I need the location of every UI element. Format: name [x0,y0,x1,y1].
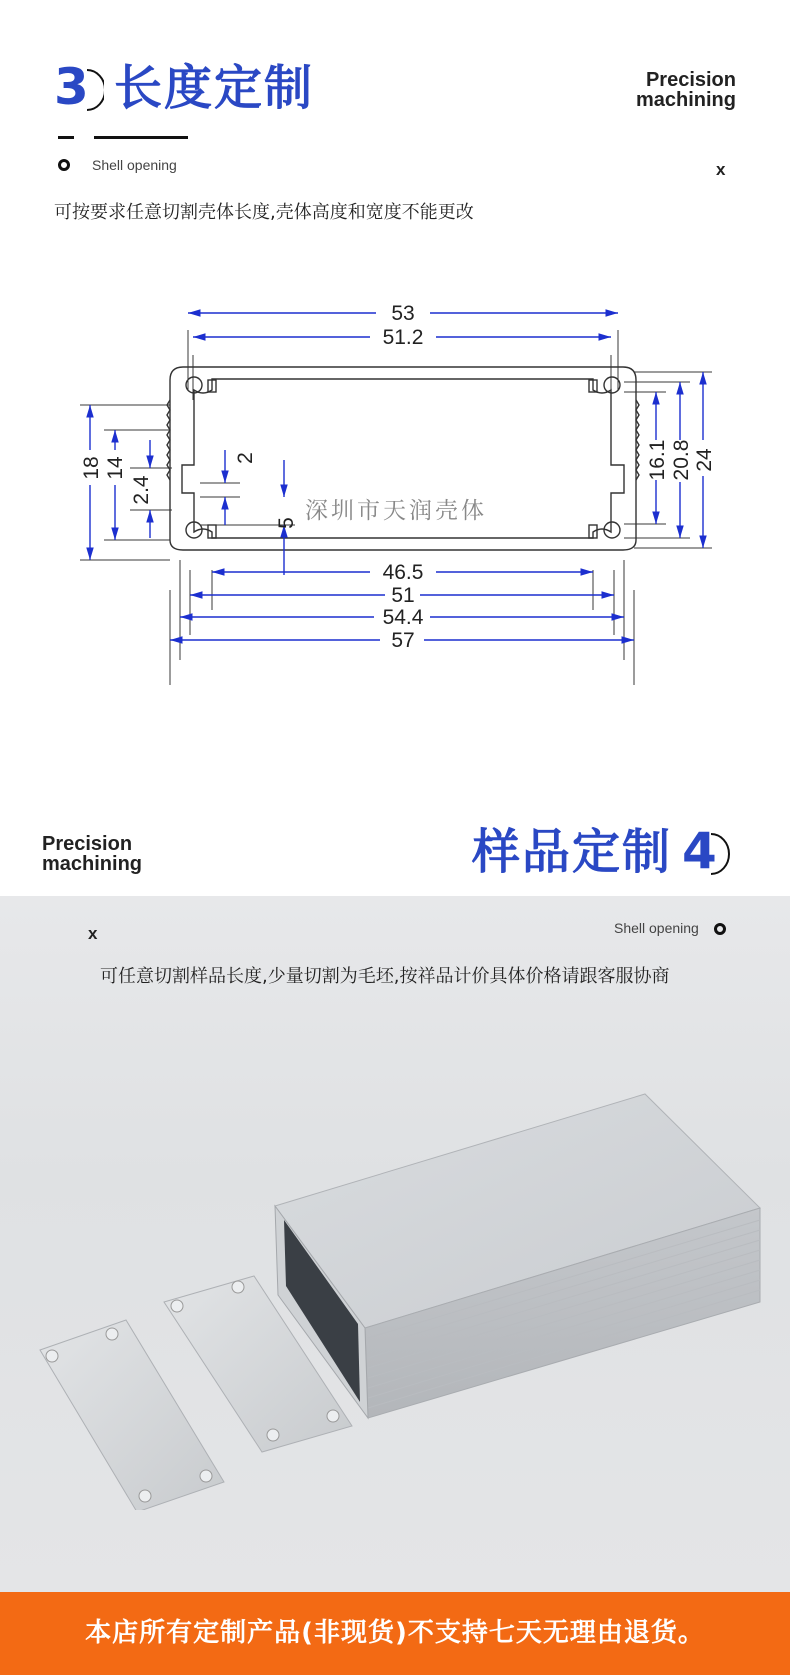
dim-54-4: 54.4 [382,606,424,629]
bracket-icon [84,66,104,114]
dim-18: 18 [80,456,103,480]
x-mark-2: x [88,924,98,943]
cross-section-drawing [0,300,790,700]
divider-long [94,136,188,139]
dim-2: 2 [234,452,257,464]
shell-opening-label-2: Shell opening [614,920,699,936]
ring-icon-2 [714,923,726,935]
section-title-sample: 样品定制 [472,824,673,880]
x-mark: x [716,160,726,179]
dim-46-5: 46.5 [382,561,424,584]
dim-20-8: 20.8 [670,439,693,481]
ring-icon [58,159,70,171]
section-description: 可按要求任意切割壳体长度,壳体高度和宽度不能更改 [54,202,474,223]
footer-notice: 本店所有定制产品(非现货)不支持七天无理由退货。 [0,1592,790,1675]
section-description-2: 可任意切割样品长度,少量切割为毛坯,按祥品计价具体价格请跟客服协商 [100,966,670,987]
section-number-4: 4 [682,822,717,880]
section-title-length: 长度定制 [114,60,315,116]
aluminum-enclosure-photo [0,1080,790,1510]
section-number-3: 3 [54,58,89,116]
precision-machining-label: Precision machining [635,69,736,111]
dim-51: 51 [391,584,415,607]
precision-machining-label-2: Precision machining [42,833,143,875]
shell-opening-label: Shell opening [92,157,177,173]
bracket-icon-2 [708,830,732,878]
dim-53: 53 [391,302,415,325]
divider-short [58,136,74,139]
dim-57: 57 [391,629,415,652]
dim-2-4: 2.4 [130,475,153,505]
dim-51-2: 51.2 [382,326,424,349]
watermark-text: 深圳市天润壳体 [305,498,487,524]
dim-16-1: 16.1 [646,439,669,481]
dim-14: 14 [104,456,127,480]
dim-24: 24 [693,448,716,472]
dim-5: 5 [275,517,298,529]
